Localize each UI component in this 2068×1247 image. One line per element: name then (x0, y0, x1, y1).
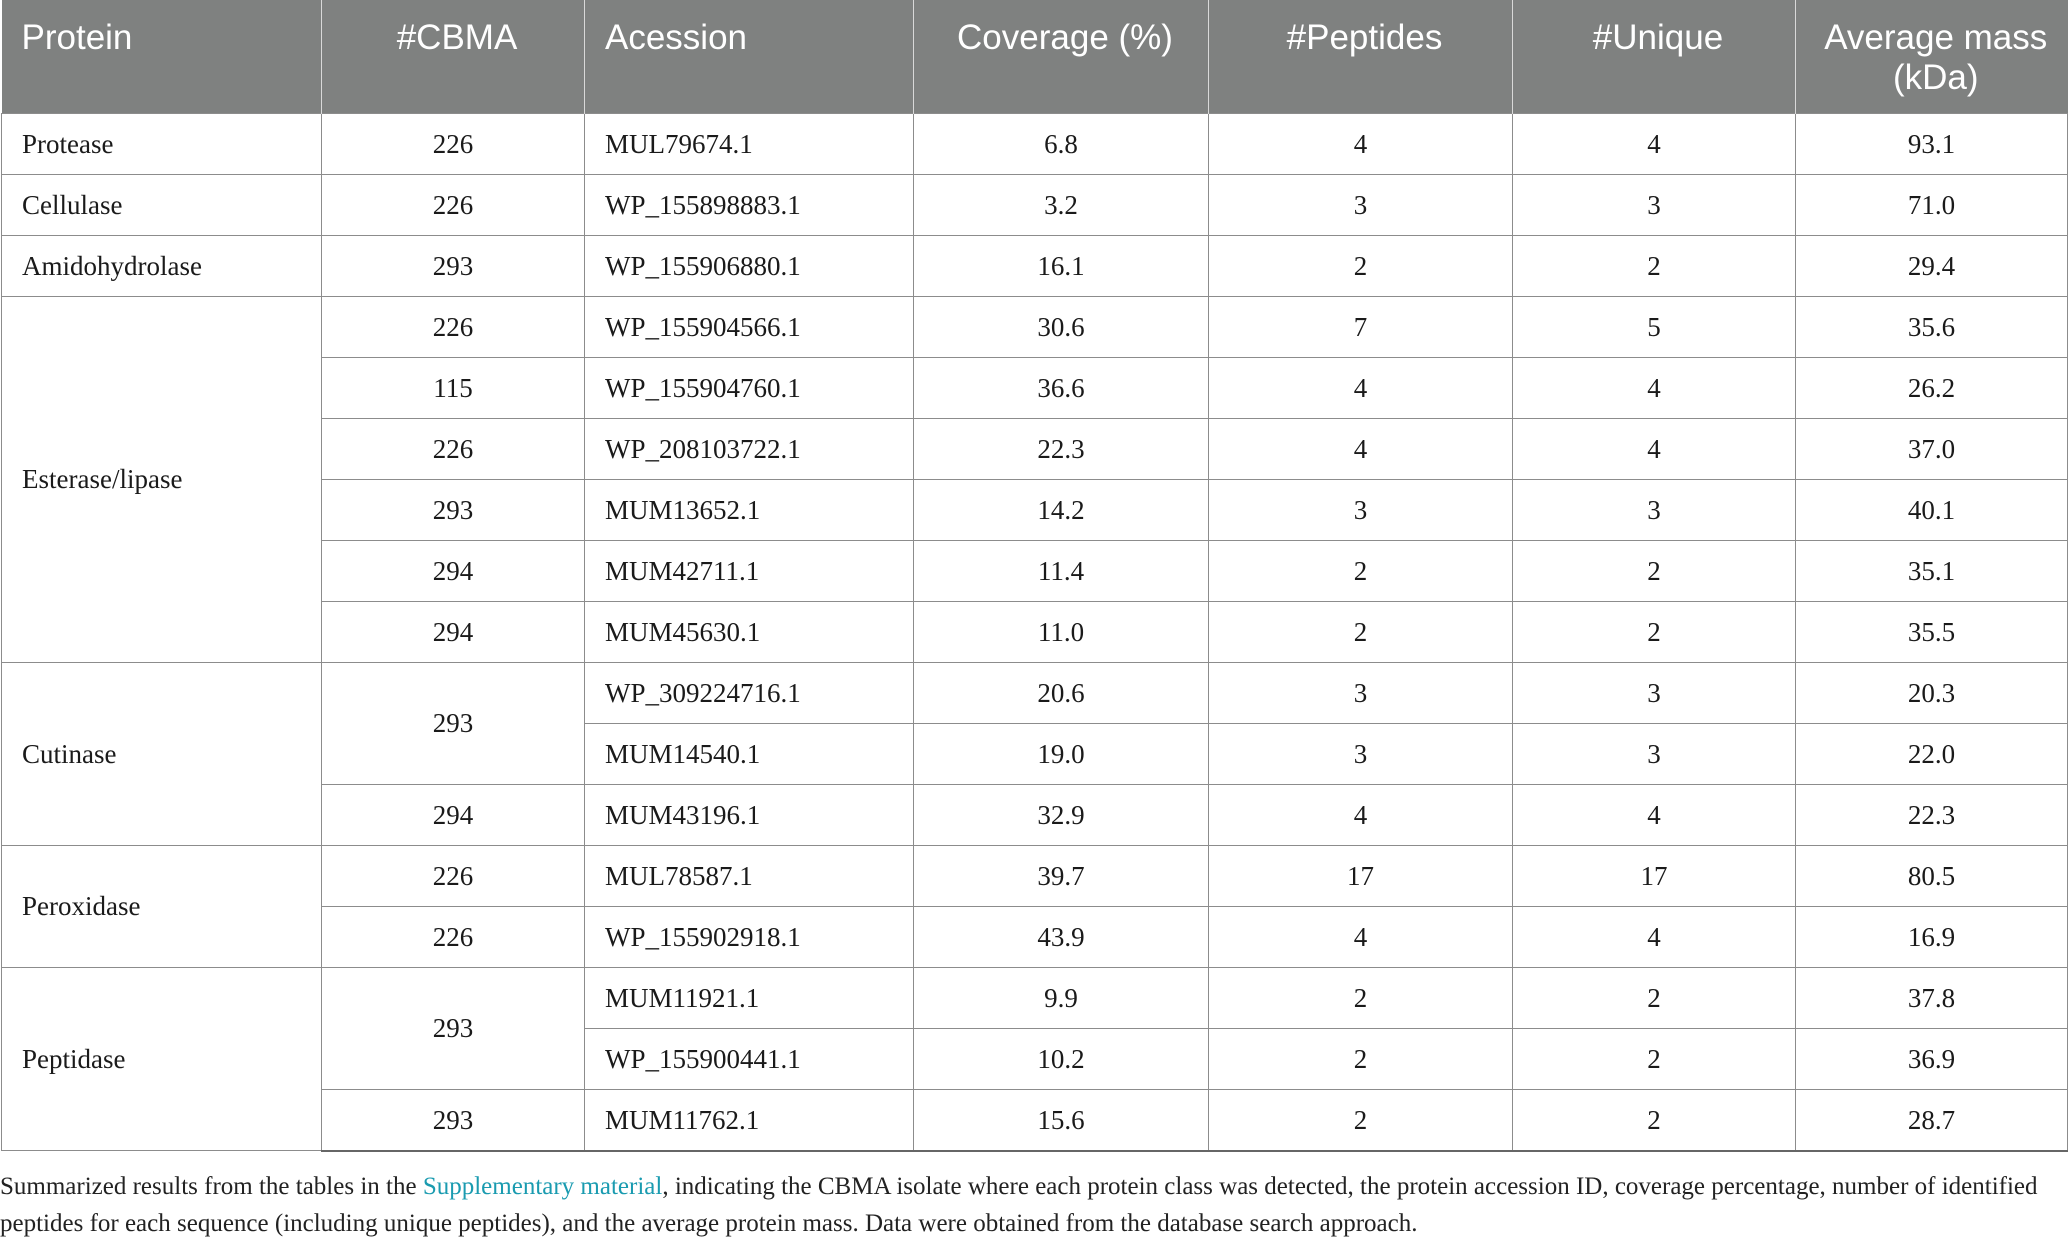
coverage-cell: 11.0 (914, 601, 1209, 662)
table-row (2, 967, 2068, 1028)
cbma-cell: 293 (322, 235, 585, 296)
protein-cell: Peptidase (2, 967, 322, 1151)
mass-cell: 35.5 (1796, 601, 2068, 662)
protein-cell: Protease (2, 113, 322, 174)
accession-cell: MUL79674.1 (585, 113, 914, 174)
peptides-cell: 4 (1209, 418, 1513, 479)
mass-cell: 93.1 (1796, 113, 2068, 174)
accession-cell: WP_155904760.1 (585, 357, 914, 418)
peptides-cell: 3 (1209, 174, 1513, 235)
coverage-cell: 11.4 (914, 540, 1209, 601)
cbma-cell: 226 (322, 296, 585, 357)
table-row (2, 296, 2068, 357)
accession-cell: MUM43196.1 (585, 784, 914, 845)
unique-cell: 4 (1513, 906, 1796, 967)
header-average-mass: Average mass (kDa) (1796, 0, 2068, 113)
mass-cell: 29.4 (1796, 235, 2068, 296)
coverage-cell: 14.2 (914, 479, 1209, 540)
unique-cell: 17 (1513, 845, 1796, 906)
peptides-cell: 2 (1209, 967, 1513, 1028)
protein-cell: Amidohydrolase (2, 235, 322, 296)
protein-cell: Cellulase (2, 174, 322, 235)
coverage-cell: 32.9 (914, 784, 1209, 845)
unique-cell: 4 (1513, 357, 1796, 418)
unique-cell: 2 (1513, 1028, 1796, 1089)
cbma-cell: 293 (322, 479, 585, 540)
unique-cell: 3 (1513, 479, 1796, 540)
peptides-cell: 3 (1209, 723, 1513, 784)
peptides-cell: 2 (1209, 1089, 1513, 1151)
peptides-cell: 2 (1209, 540, 1513, 601)
mass-cell: 22.0 (1796, 723, 2068, 784)
header-unique: #Unique (1513, 0, 1796, 113)
coverage-cell: 22.3 (914, 418, 1209, 479)
mass-cell: 35.6 (1796, 296, 2068, 357)
mass-cell: 35.1 (1796, 540, 2068, 601)
unique-cell: 2 (1513, 540, 1796, 601)
coverage-cell: 16.1 (914, 235, 1209, 296)
peptides-cell: 17 (1209, 845, 1513, 906)
peptides-cell: 4 (1209, 357, 1513, 418)
coverage-cell: 9.9 (914, 967, 1209, 1028)
coverage-cell: 10.2 (914, 1028, 1209, 1089)
caption-text-start: Summarized results from the tables in the (0, 1173, 423, 1200)
peptides-cell: 4 (1209, 906, 1513, 967)
cbma-cell: 294 (322, 601, 585, 662)
mass-cell: 28.7 (1796, 1089, 2068, 1151)
table-row (2, 113, 2068, 174)
cbma-cell: 226 (322, 845, 585, 906)
accession-cell: MUM11921.1 (585, 967, 914, 1028)
unique-cell: 3 (1513, 662, 1796, 723)
cbma-cell: 226 (322, 418, 585, 479)
protein-cell: Cutinase (2, 662, 322, 845)
cbma-cell: 226 (322, 174, 585, 235)
header-protein: Protein (2, 0, 322, 113)
cbma-cell: 115 (322, 357, 585, 418)
cbma-cell: 226 (322, 906, 585, 967)
mass-cell: 36.9 (1796, 1028, 2068, 1089)
table-caption (0, 1168, 2058, 1242)
accession-cell: MUM42711.1 (585, 540, 914, 601)
mass-cell: 16.9 (1796, 906, 2068, 967)
coverage-cell: 6.8 (914, 113, 1209, 174)
table-body (2, 113, 2068, 1151)
accession-cell: MUM14540.1 (585, 723, 914, 784)
unique-cell: 4 (1513, 113, 1796, 174)
accession-cell: WP_309224716.1 (585, 662, 914, 723)
header-coverage: Coverage (%) (914, 0, 1209, 113)
peptides-cell: 3 (1209, 479, 1513, 540)
peptides-cell: 4 (1209, 784, 1513, 845)
accession-cell: WP_155904566.1 (585, 296, 914, 357)
mass-cell: 37.8 (1796, 967, 2068, 1028)
supplementary-material-link[interactable]: Supplementary material (422, 1173, 663, 1200)
coverage-cell: 20.6 (914, 662, 1209, 723)
mass-cell: 20.3 (1796, 662, 2068, 723)
mass-cell: 80.5 (1796, 845, 2068, 906)
accession-cell: WP_208103722.1 (585, 418, 914, 479)
accession-cell: WP_155900441.1 (585, 1028, 914, 1089)
table-row (2, 235, 2068, 296)
unique-cell: 2 (1513, 601, 1796, 662)
accession-cell: MUM11762.1 (585, 1089, 914, 1151)
table-header-row (2, 0, 2068, 113)
table-row (2, 662, 2068, 723)
cbma-cell: 226 (322, 113, 585, 174)
peptides-cell: 2 (1209, 1028, 1513, 1089)
coverage-cell: 15.6 (914, 1089, 1209, 1151)
mass-cell: 37.0 (1796, 418, 2068, 479)
header-cbma: #CBMA (322, 0, 585, 113)
cbma-cell: 294 (322, 784, 585, 845)
unique-cell: 3 (1513, 723, 1796, 784)
table-row (2, 174, 2068, 235)
unique-cell: 5 (1513, 296, 1796, 357)
cbma-cell: 293 (322, 1089, 585, 1151)
coverage-cell: 19.0 (914, 723, 1209, 784)
header-peptides: #Peptides (1209, 0, 1513, 113)
mass-cell: 26.2 (1796, 357, 2068, 418)
peptides-cell: 3 (1209, 662, 1513, 723)
table-row (2, 845, 2068, 906)
accession-cell: WP_155902918.1 (585, 906, 914, 967)
unique-cell: 4 (1513, 418, 1796, 479)
accession-cell: WP_155906880.1 (585, 235, 914, 296)
coverage-cell: 3.2 (914, 174, 1209, 235)
peptides-cell: 2 (1209, 235, 1513, 296)
peptides-cell: 7 (1209, 296, 1513, 357)
coverage-cell: 36.6 (914, 357, 1209, 418)
caption-text-end: , indicating the CBMA isolate where each protein class was detected, the protein accession ID, coverage percentage, number of identified peptides for each sequence (including unique peptides), and the average protein mass. Data were obtained from the database search approach. (0, 1173, 2038, 1237)
unique-cell: 3 (1513, 174, 1796, 235)
unique-cell: 4 (1513, 784, 1796, 845)
accession-cell: MUM45630.1 (585, 601, 914, 662)
cbma-cell: 293 (322, 662, 585, 784)
coverage-cell: 43.9 (914, 906, 1209, 967)
protein-cell: Esterase/lipase (2, 296, 322, 662)
accession-cell: WP_155898883.1 (585, 174, 914, 235)
peptides-cell: 4 (1209, 113, 1513, 174)
accession-cell: MUL78587.1 (585, 845, 914, 906)
mass-cell: 40.1 (1796, 479, 2068, 540)
protein-results-table (1, 0, 2068, 1152)
cbma-cell: 294 (322, 540, 585, 601)
header-accession: Acession (585, 0, 914, 113)
peptides-cell: 2 (1209, 601, 1513, 662)
unique-cell: 2 (1513, 967, 1796, 1028)
coverage-cell: 39.7 (914, 845, 1209, 906)
accession-cell: MUM13652.1 (585, 479, 914, 540)
mass-cell: 22.3 (1796, 784, 2068, 845)
unique-cell: 2 (1513, 1089, 1796, 1151)
cbma-cell: 293 (322, 967, 585, 1089)
coverage-cell: 30.6 (914, 296, 1209, 357)
protein-cell: Peroxidase (2, 845, 322, 967)
unique-cell: 2 (1513, 235, 1796, 296)
mass-cell: 71.0 (1796, 174, 2068, 235)
